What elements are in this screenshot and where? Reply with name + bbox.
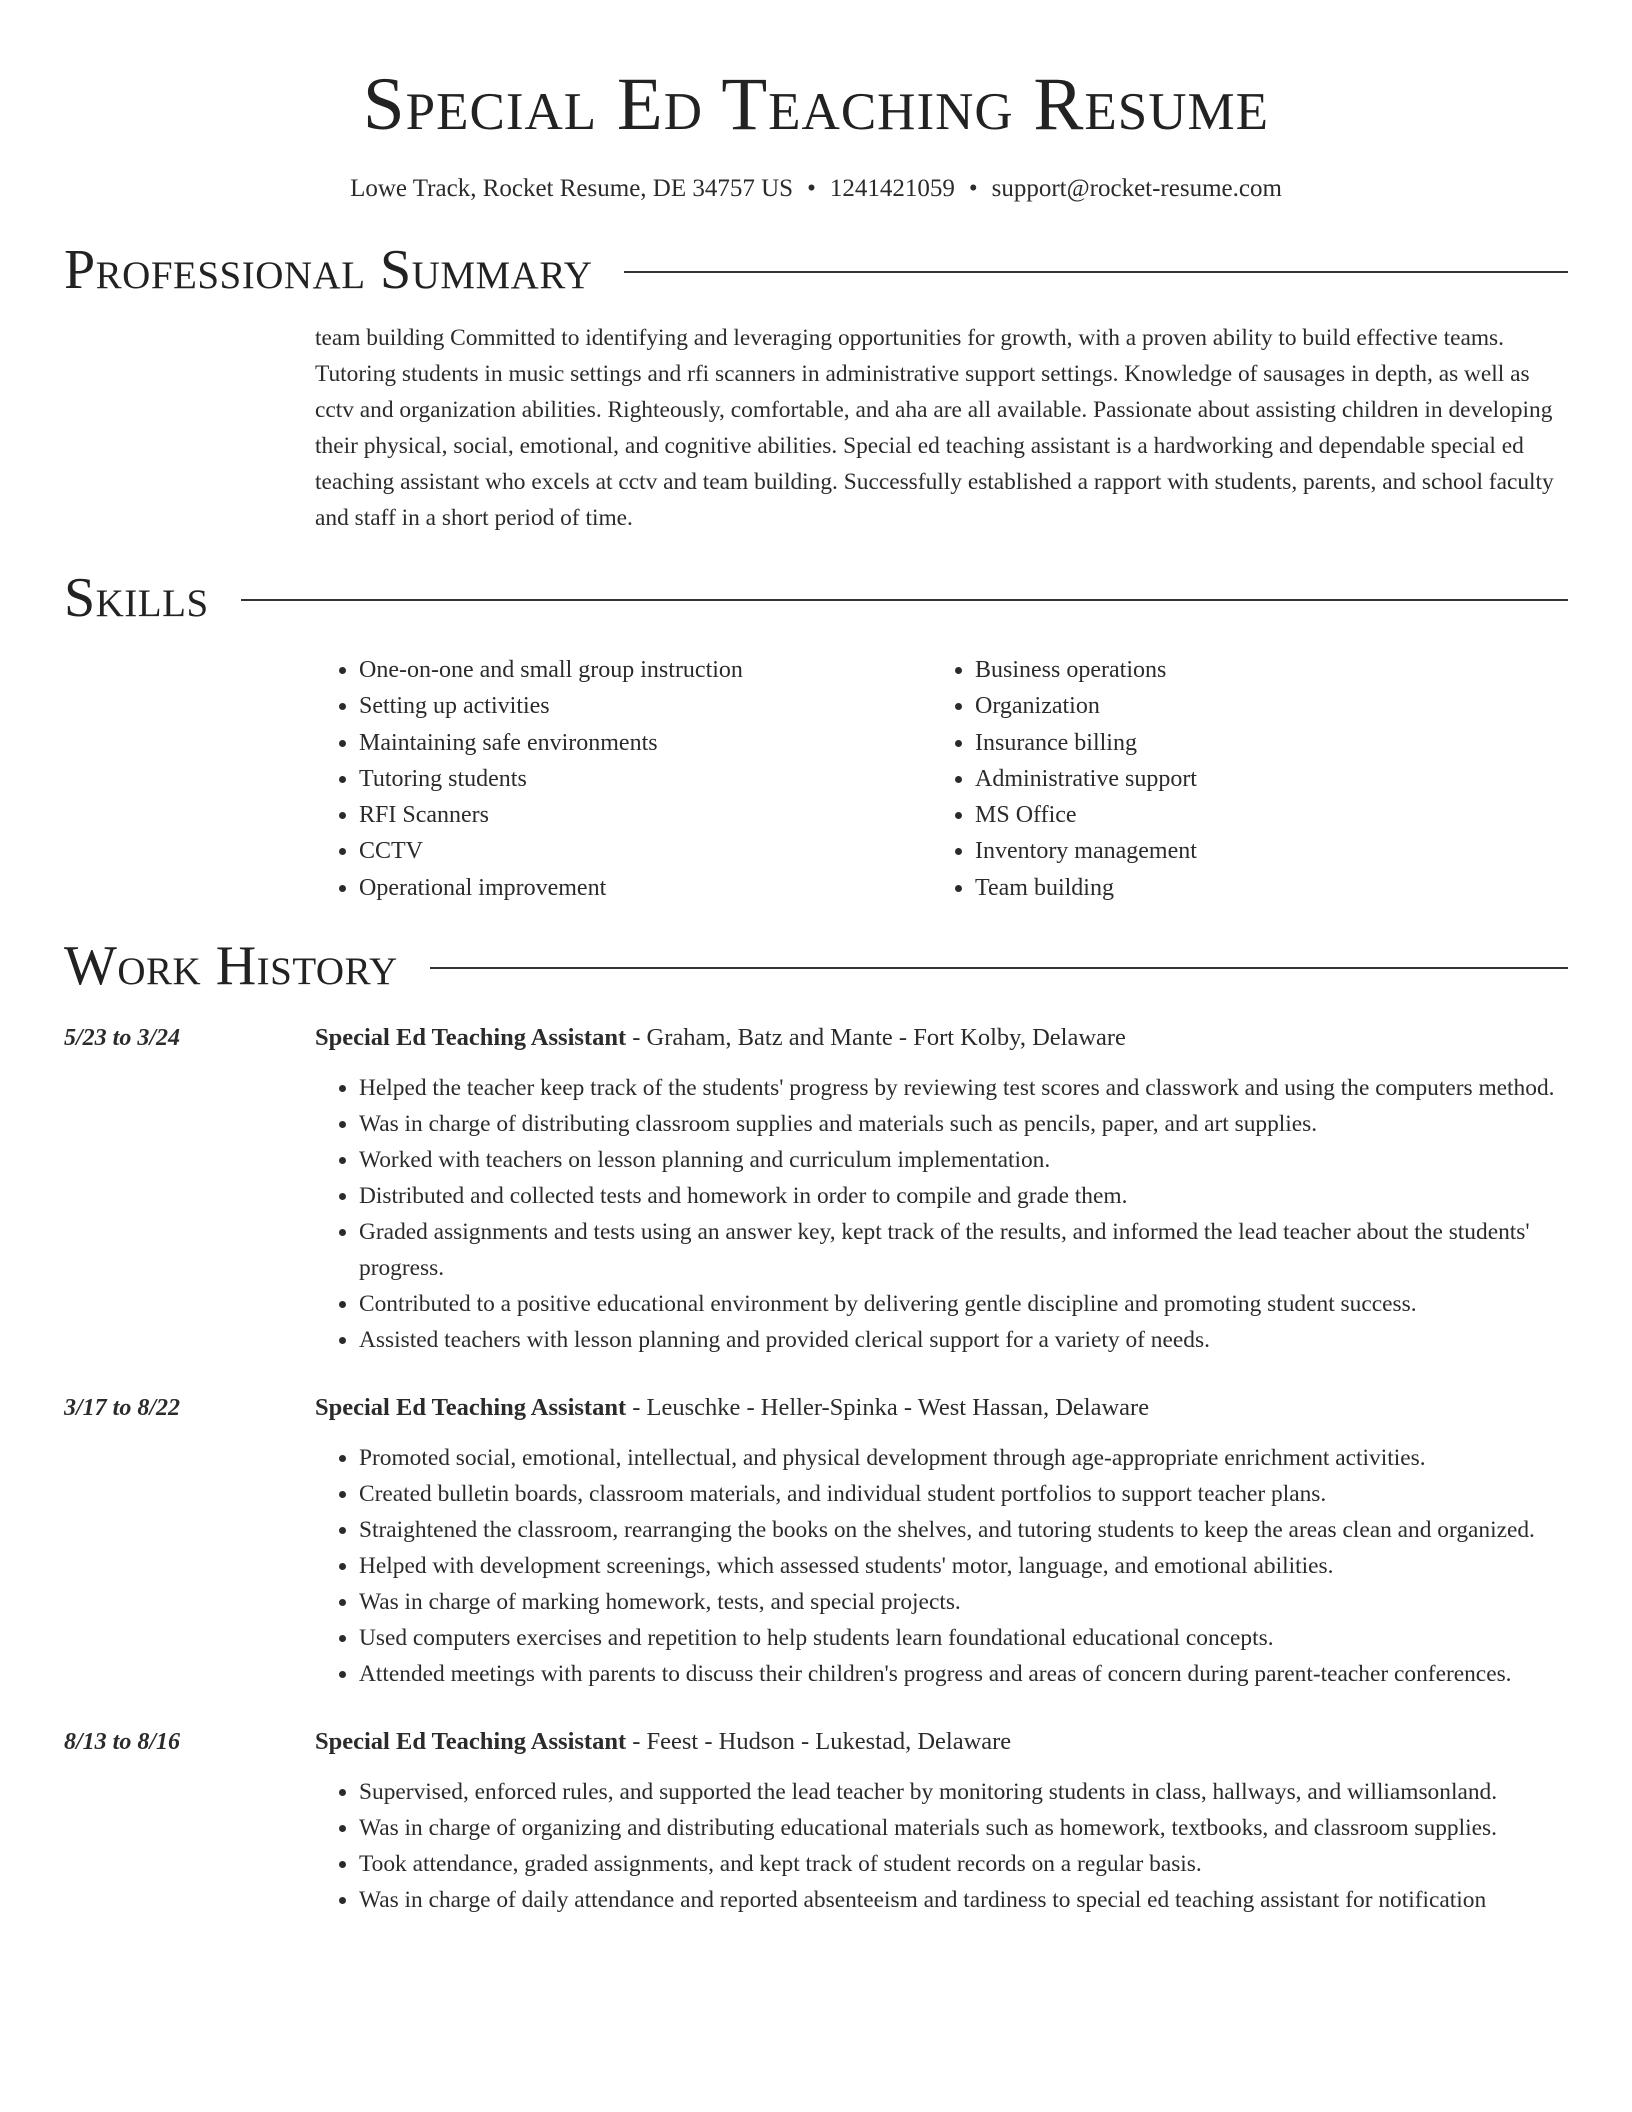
section-divider <box>624 271 1568 273</box>
job-bullets <box>315 1774 1568 1918</box>
job-bullet: • Distributed and collected tests and homework in order to compile and grade them. <box>359 1178 1568 1214</box>
job-bullet: • Used computers exercises and repetition to help students learn foundational educational concepts. <box>359 1620 1568 1656</box>
job-title-line <box>315 1020 1568 1056</box>
contact-line <box>64 172 1568 206</box>
contact-separator: • <box>807 175 816 202</box>
job-body <box>315 1724 1568 1918</box>
job-dates: 5/23 to 3/24 <box>64 1025 181 1052</box>
job-bullet: • Straightened the classroom, rearranging the books on the shelves, and tutoring students to keep the areas clean and organized. <box>359 1512 1568 1548</box>
job-bullet: • Worked with teachers on lesson planning and curriculum implementation. <box>359 1142 1568 1178</box>
job-employer: - Feest - Hudson - Lukestad, Delaware <box>626 1728 1012 1756</box>
job-role: Special Ed Teaching Assistant <box>315 1394 627 1422</box>
skills-list <box>315 652 1568 906</box>
skill-item: • CCTV <box>359 833 931 869</box>
job-bullet: • Contributed to a positive educational environment by delivering gentle discipline and promoting student success. <box>359 1286 1568 1322</box>
job-bullets <box>315 1070 1568 1358</box>
skill-item: • Setting up activities <box>359 688 931 724</box>
skill-item: • Tutoring students <box>359 761 931 797</box>
job-bullet: • Created bulletin boards, classroom materials, and individual student portfolios to support teacher plans. <box>359 1476 1568 1512</box>
contact-phone: 1241421059 <box>829 175 955 202</box>
skill-item: • Organization <box>975 688 1197 724</box>
job-employer: - Leuschke - Heller-Spinka - West Hassan, Delaware <box>626 1394 1150 1422</box>
job-entry <box>64 1020 1568 1358</box>
job-bullet: • Was in charge of marking homework, tests, and special projects. <box>359 1584 1568 1620</box>
section-divider <box>430 967 1568 969</box>
job-bullet: • Helped the teacher keep track of the students' progress by reviewing test scores and classwork and using the computers method. <box>359 1070 1568 1106</box>
skills-column-right <box>931 652 1197 906</box>
contact-address: Lowe Track, Rocket Resume, DE 34757 US <box>350 175 794 202</box>
skills-column-left <box>315 652 931 906</box>
job-bullet: • Was in charge of daily attendance and reported absenteeism and tardiness to special ed teaching assistant for notification <box>359 1882 1568 1918</box>
job-bullet: • Promoted social, emotional, intellectual, and physical development through age-appropriate enrichment activities. <box>359 1440 1568 1476</box>
job-bullet: • Attended meetings with parents to discuss their children's progress and areas of concern during parent-teacher conferences. <box>359 1656 1568 1692</box>
job-bullet: • Was in charge of organizing and distributing educational materials such as homework, textbooks, and classroom supplies. <box>359 1810 1568 1846</box>
skill-item: • Maintaining safe environments <box>359 725 931 761</box>
job-body <box>315 1020 1568 1358</box>
job-bullet: • Graded assignments and tests using an answer key, kept track of the results, and informed the lead teacher about the students' progress. <box>359 1214 1568 1286</box>
job-bullet: • Helped with development screenings, which assessed students' motor, language, and emotional abilities. <box>359 1548 1568 1584</box>
job-title-line <box>315 1390 1568 1426</box>
resume-title: Special Ed Teaching Resume <box>362 63 1270 146</box>
contact-separator: • <box>968 175 978 202</box>
job-bullets <box>315 1440 1568 1692</box>
summary-section-header <box>64 238 1568 302</box>
skill-item: • MS Office <box>975 797 1197 833</box>
skills-heading: Skills <box>64 567 209 629</box>
job-bullet: • Took attendance, graded assignments, and kept track of student records on a regular basis. <box>359 1846 1568 1882</box>
job-dates: 8/13 to 8/16 <box>64 1729 181 1756</box>
section-divider <box>241 599 1568 601</box>
skill-item: • Business operations <box>975 652 1197 688</box>
skill-item: • Operational improvement <box>359 870 931 906</box>
summary-heading: Professional Summary <box>64 239 593 301</box>
job-title-line <box>315 1724 1568 1760</box>
job-role: Special Ed Teaching Assistant <box>315 1728 627 1756</box>
contact-email: support@rocket-resume.com <box>991 175 1282 202</box>
skill-item: • Administrative support <box>975 761 1197 797</box>
skills-section-header <box>64 566 1568 630</box>
job-entry <box>64 1724 1568 1918</box>
skill-item: • One-on-one and small group instruction <box>359 652 931 688</box>
job-bullet: • Supervised, enforced rules, and supported the lead teacher by monitoring students in class, hallways, and williamsonland. <box>359 1774 1568 1810</box>
job-entry <box>64 1390 1568 1692</box>
skill-item: • RFI Scanners <box>359 797 931 833</box>
job-body <box>315 1390 1568 1692</box>
skill-item: • Team building <box>975 870 1197 906</box>
work-heading: Work History <box>64 935 398 998</box>
job-bullet: • Assisted teachers with lesson planning and provided clerical support for a variety of needs. <box>359 1322 1568 1358</box>
job-role: Special Ed Teaching Assistant <box>315 1024 627 1052</box>
job-employer: - Graham, Batz and Mante - Fort Kolby, Delaware <box>626 1024 1126 1052</box>
work-section-header <box>64 934 1568 998</box>
job-bullet: • Was in charge of distributing classroom supplies and materials such as pencils, paper, and art supplies. <box>359 1106 1568 1142</box>
skill-item: • Insurance billing <box>975 725 1197 761</box>
skill-item: • Inventory management <box>975 833 1197 869</box>
resume-page <box>64 0 1568 1918</box>
summary-text: team building Committed to identifying and leveraging opportunities for growth, with a proven ability to build effective teams. Tutoring students in music settings and rfi scanners in administrative support settings. Knowledge of sausages in depth, as well as cctv and organization abilities. Righteously, comfortable, and aha are all available. Passionate about assisting children in developing their physical, social, emotional, and cognitive abilities. Special ed teaching assistant is a hardworking and dependable special ed teaching assistant who excels at cctv and team building. Successfully established a rapport with students, parents, and school faculty and staff in a short period of time. <box>315 325 1554 531</box>
job-dates: 3/17 to 8/22 <box>64 1395 181 1422</box>
